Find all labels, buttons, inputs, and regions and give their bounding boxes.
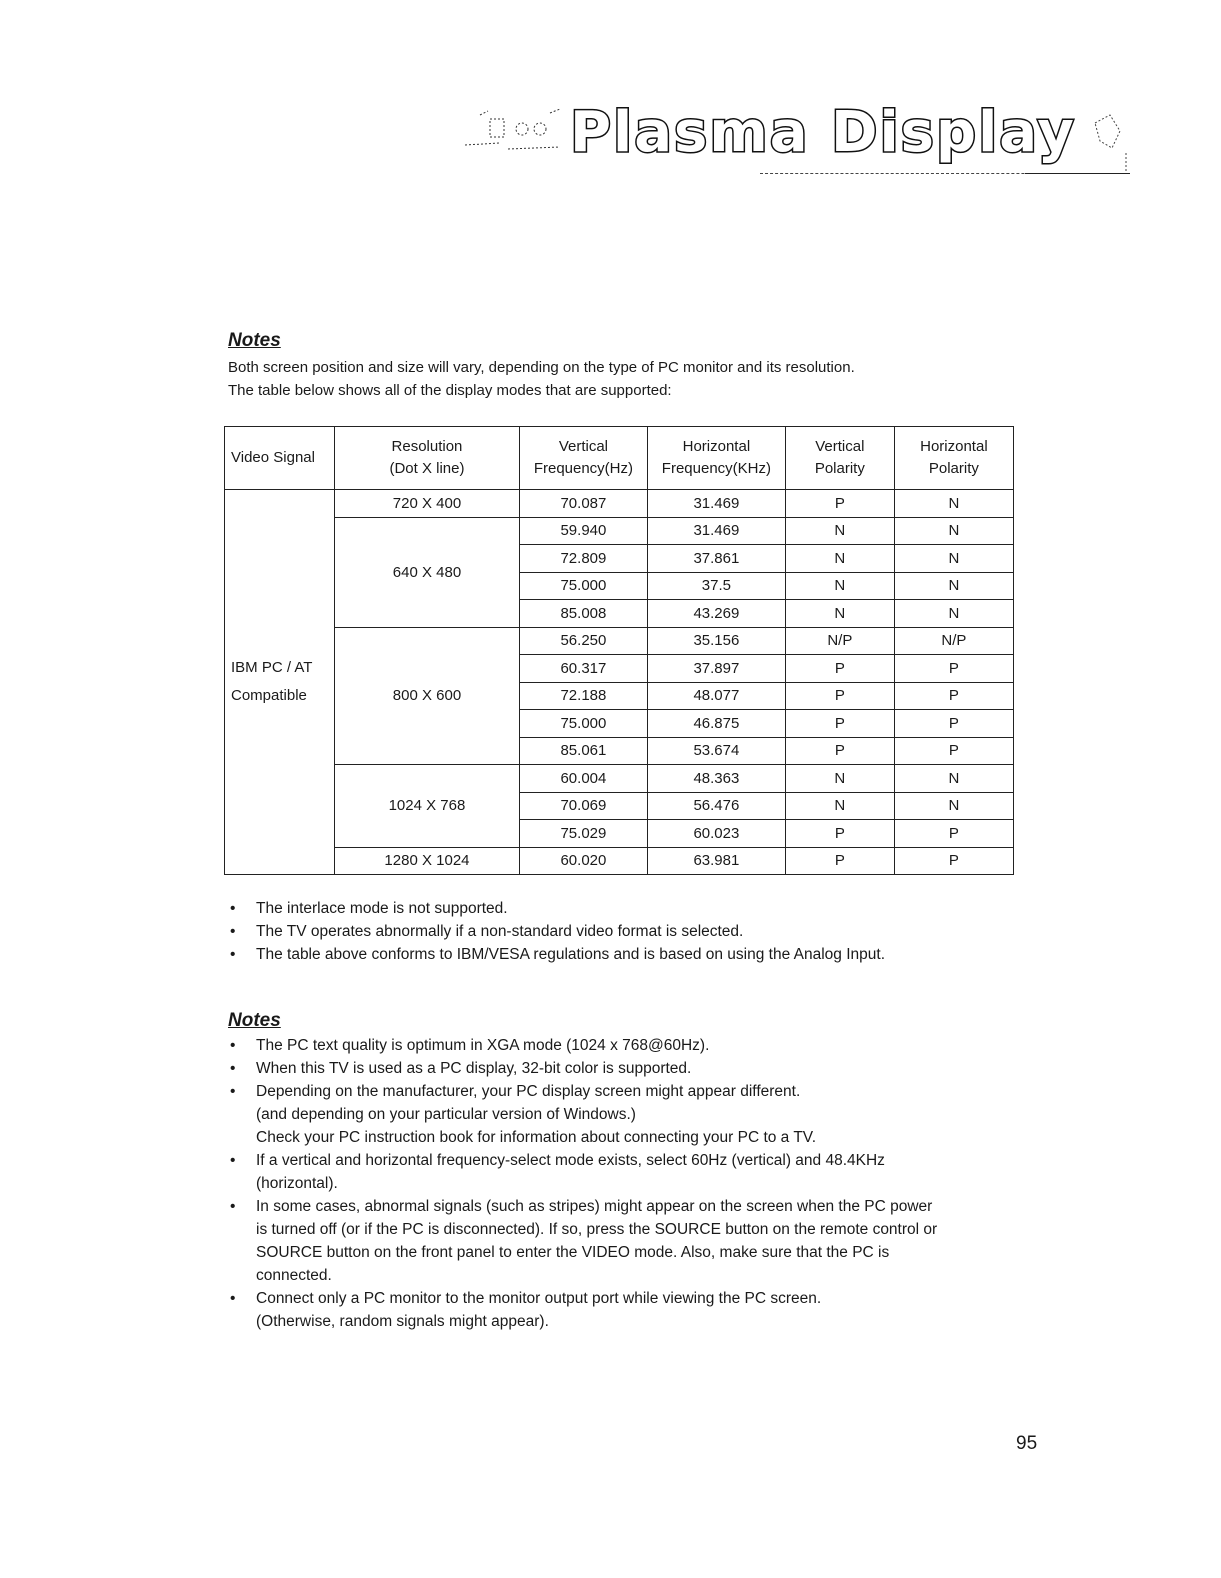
video-signal-cell bbox=[225, 490, 335, 875]
bullet-icon: • bbox=[230, 1083, 236, 1100]
list-item-text: The interlace mode is not supported. bbox=[256, 900, 508, 917]
logo-rule bbox=[1025, 173, 1130, 174]
header-text: Horizontal bbox=[920, 438, 988, 455]
notes-heading-2: Notes bbox=[228, 1010, 281, 1031]
list-item-text: Depending on the manufacturer, your PC display screen might appear different. bbox=[256, 1083, 801, 1100]
vertical-polarity-cell: P bbox=[785, 710, 894, 738]
table-row bbox=[225, 490, 1014, 518]
vertical-frequency-cell: 72.188 bbox=[519, 682, 647, 710]
horizontal-polarity-cell: P bbox=[894, 737, 1013, 765]
bullet-icon: • bbox=[230, 923, 236, 940]
header-text: Polarity bbox=[928, 460, 979, 477]
horizontal-polarity-cell: P bbox=[894, 847, 1013, 875]
list-item-text: The table above conforms to IBM/VESA regulations and is based on using the Analog Input. bbox=[256, 946, 886, 963]
list-item-text: Check your PC instruction book for information about connecting your PC to a TV. bbox=[256, 1129, 817, 1146]
vertical-frequency-cell: 60.317 bbox=[519, 655, 647, 683]
vertical-polarity-cell: P bbox=[785, 655, 894, 683]
intro-line-2: The table below shows all of the display modes that are supported: bbox=[228, 382, 672, 399]
horizontal-frequency-cell: 35.156 bbox=[647, 627, 785, 655]
vertical-polarity-cell: N bbox=[785, 792, 894, 820]
horizontal-frequency-cell: 48.363 bbox=[647, 765, 785, 793]
horizontal-polarity-cell: P bbox=[894, 682, 1013, 710]
vertical-frequency-cell: 70.087 bbox=[519, 490, 647, 518]
list-item-text: In some cases, abnormal signals (such as stripes) might appear on the screen when the PC power bbox=[256, 1198, 933, 1215]
list-item-text: The TV operates abnormally if a non-standard video format is selected. bbox=[256, 923, 744, 940]
bullet-icon: • bbox=[230, 1152, 236, 1169]
table-row bbox=[225, 627, 1014, 655]
display-modes-table bbox=[224, 426, 1014, 875]
vertical-frequency-cell: 70.069 bbox=[519, 792, 647, 820]
bullet-icon: • bbox=[230, 1037, 236, 1054]
resolution-cell: 1280 X 1024 bbox=[335, 847, 520, 875]
list-item-text: The PC text quality is optimum in XGA mode (1024 x 768@60Hz). bbox=[256, 1037, 710, 1054]
list-item-text: (horizontal). bbox=[256, 1175, 338, 1192]
list-item bbox=[228, 1034, 937, 1057]
horizontal-polarity-cell: N bbox=[894, 545, 1013, 573]
header-text: Video Signal bbox=[231, 449, 315, 466]
vertical-polarity-cell: N bbox=[785, 600, 894, 628]
horizontal-polarity-cell: P bbox=[894, 820, 1013, 848]
horizontal-frequency-cell: 53.674 bbox=[647, 737, 785, 765]
notes-heading-1: Notes bbox=[228, 330, 281, 351]
table-row bbox=[225, 765, 1014, 793]
video-signal-text: IBM PC / AT bbox=[231, 659, 313, 676]
horizontal-frequency-cell: 31.469 bbox=[647, 517, 785, 545]
vertical-polarity-cell: N bbox=[785, 517, 894, 545]
table-header-row bbox=[225, 427, 1014, 490]
list-item bbox=[228, 1149, 937, 1195]
list-item-text: When this TV is used as a PC display, 32-bit color is supported. bbox=[256, 1060, 692, 1077]
list-item bbox=[228, 1287, 937, 1333]
table-notes-list bbox=[228, 897, 885, 966]
list-item-text: Connect only a PC monitor to the monitor output port while viewing the PC screen. bbox=[256, 1290, 822, 1307]
vertical-polarity-cell: P bbox=[785, 847, 894, 875]
vertical-frequency-cell: 60.004 bbox=[519, 765, 647, 793]
horizontal-polarity-cell: N bbox=[894, 490, 1013, 518]
vertical-polarity-cell: P bbox=[785, 737, 894, 765]
vertical-frequency-cell: 60.020 bbox=[519, 847, 647, 875]
vertical-frequency-cell: 85.061 bbox=[519, 737, 647, 765]
vertical-polarity-cell: P bbox=[785, 682, 894, 710]
header-horizontal-frequency bbox=[647, 427, 785, 490]
header-video-signal bbox=[225, 427, 335, 490]
bullet-icon: • bbox=[230, 900, 236, 917]
bullet-icon: • bbox=[230, 1290, 236, 1307]
list-item bbox=[228, 920, 885, 943]
vertical-frequency-cell: 56.250 bbox=[519, 627, 647, 655]
header-vertical-frequency bbox=[519, 427, 647, 490]
resolution-cell: 800 X 600 bbox=[335, 627, 520, 765]
vertical-frequency-cell: 85.008 bbox=[519, 600, 647, 628]
resolution-cell: 640 X 480 bbox=[335, 517, 520, 627]
horizontal-polarity-cell: N/P bbox=[894, 627, 1013, 655]
header-text: Polarity bbox=[814, 460, 865, 477]
list-item bbox=[228, 1195, 937, 1287]
header-text: Frequency(Hz) bbox=[533, 460, 634, 477]
vertical-polarity-cell: N bbox=[785, 545, 894, 573]
list-item bbox=[228, 943, 885, 966]
bullet-icon: • bbox=[230, 1198, 236, 1215]
header-text: (Dot X line) bbox=[389, 460, 465, 477]
video-signal-text: Compatible bbox=[231, 687, 307, 704]
list-item-text: is turned off (or if the PC is disconnected). If so, press the SOURCE button on the remote control or bbox=[256, 1221, 938, 1238]
horizontal-frequency-cell: 37.897 bbox=[647, 655, 785, 683]
header-text: Vertical bbox=[815, 438, 865, 455]
vertical-frequency-cell: 75.029 bbox=[519, 820, 647, 848]
vertical-polarity-cell: N bbox=[785, 765, 894, 793]
bullet-icon: • bbox=[230, 1060, 236, 1077]
header-text: Vertical bbox=[558, 438, 609, 455]
horizontal-polarity-cell: P bbox=[894, 655, 1013, 683]
vertical-frequency-cell: 75.000 bbox=[519, 710, 647, 738]
horizontal-polarity-cell: N bbox=[894, 517, 1013, 545]
horizontal-frequency-cell: 56.476 bbox=[647, 792, 785, 820]
horizontal-frequency-cell: 60.023 bbox=[647, 820, 785, 848]
logo-corner-icon bbox=[1090, 103, 1130, 173]
header-text: Frequency(KHz) bbox=[661, 460, 771, 477]
horizontal-frequency-cell: 37.861 bbox=[647, 545, 785, 573]
vertical-polarity-cell: P bbox=[785, 490, 894, 518]
horizontal-frequency-cell: 31.469 bbox=[647, 490, 785, 518]
horizontal-polarity-cell: N bbox=[894, 572, 1013, 600]
list-item bbox=[228, 1057, 937, 1080]
pc-notes-list bbox=[228, 1034, 937, 1333]
logo-decoration-icon bbox=[460, 105, 570, 165]
vertical-frequency-cell: 72.809 bbox=[519, 545, 647, 573]
vertical-polarity-cell: P bbox=[785, 820, 894, 848]
header-horizontal-polarity bbox=[894, 427, 1013, 490]
header-resolution bbox=[335, 427, 520, 490]
list-item bbox=[228, 897, 885, 920]
header-logo bbox=[460, 95, 1140, 180]
page-number: 95 bbox=[1016, 1433, 1038, 1454]
horizontal-frequency-cell: 46.875 bbox=[647, 710, 785, 738]
horizontal-frequency-cell: 63.981 bbox=[647, 847, 785, 875]
list-item-text: SOURCE button on the front panel to enter the VIDEO mode. Also, make sure that the PC is bbox=[256, 1244, 890, 1261]
resolution-cell: 1024 X 768 bbox=[335, 765, 520, 848]
logo-text: Plasma Display bbox=[570, 100, 1076, 165]
table-row bbox=[225, 517, 1014, 545]
intro-line-1: Both screen position and size will vary, depending on the type of PC monitor and its resolution. bbox=[228, 359, 855, 376]
horizontal-frequency-cell: 37.5 bbox=[647, 572, 785, 600]
header-text: Horizontal bbox=[682, 438, 751, 455]
horizontal-frequency-cell: 43.269 bbox=[647, 600, 785, 628]
horizontal-frequency-cell: 48.077 bbox=[647, 682, 785, 710]
table-row bbox=[225, 847, 1014, 875]
resolution-cell: 720 X 400 bbox=[335, 490, 520, 518]
list-item-text: (Otherwise, random signals might appear). bbox=[256, 1313, 549, 1330]
vertical-frequency-cell: 75.000 bbox=[519, 572, 647, 600]
list-item-text: If a vertical and horizontal frequency-select mode exists, select 60Hz (vertical) and 48.4KHz bbox=[256, 1152, 885, 1169]
horizontal-polarity-cell: P bbox=[894, 710, 1013, 738]
horizontal-polarity-cell: N bbox=[894, 600, 1013, 628]
list-item bbox=[228, 1080, 937, 1149]
horizontal-polarity-cell: N bbox=[894, 792, 1013, 820]
vertical-polarity-cell: N/P bbox=[785, 627, 894, 655]
list-item-text: (and depending on your particular version of Windows.) bbox=[256, 1106, 636, 1123]
horizontal-polarity-cell: N bbox=[894, 765, 1013, 793]
list-item-text: connected. bbox=[256, 1267, 332, 1284]
vertical-polarity-cell: N bbox=[785, 572, 894, 600]
header-text: Resolution bbox=[391, 438, 463, 455]
bullet-icon: • bbox=[230, 946, 236, 963]
header-vertical-polarity bbox=[785, 427, 894, 490]
vertical-frequency-cell: 59.940 bbox=[519, 517, 647, 545]
